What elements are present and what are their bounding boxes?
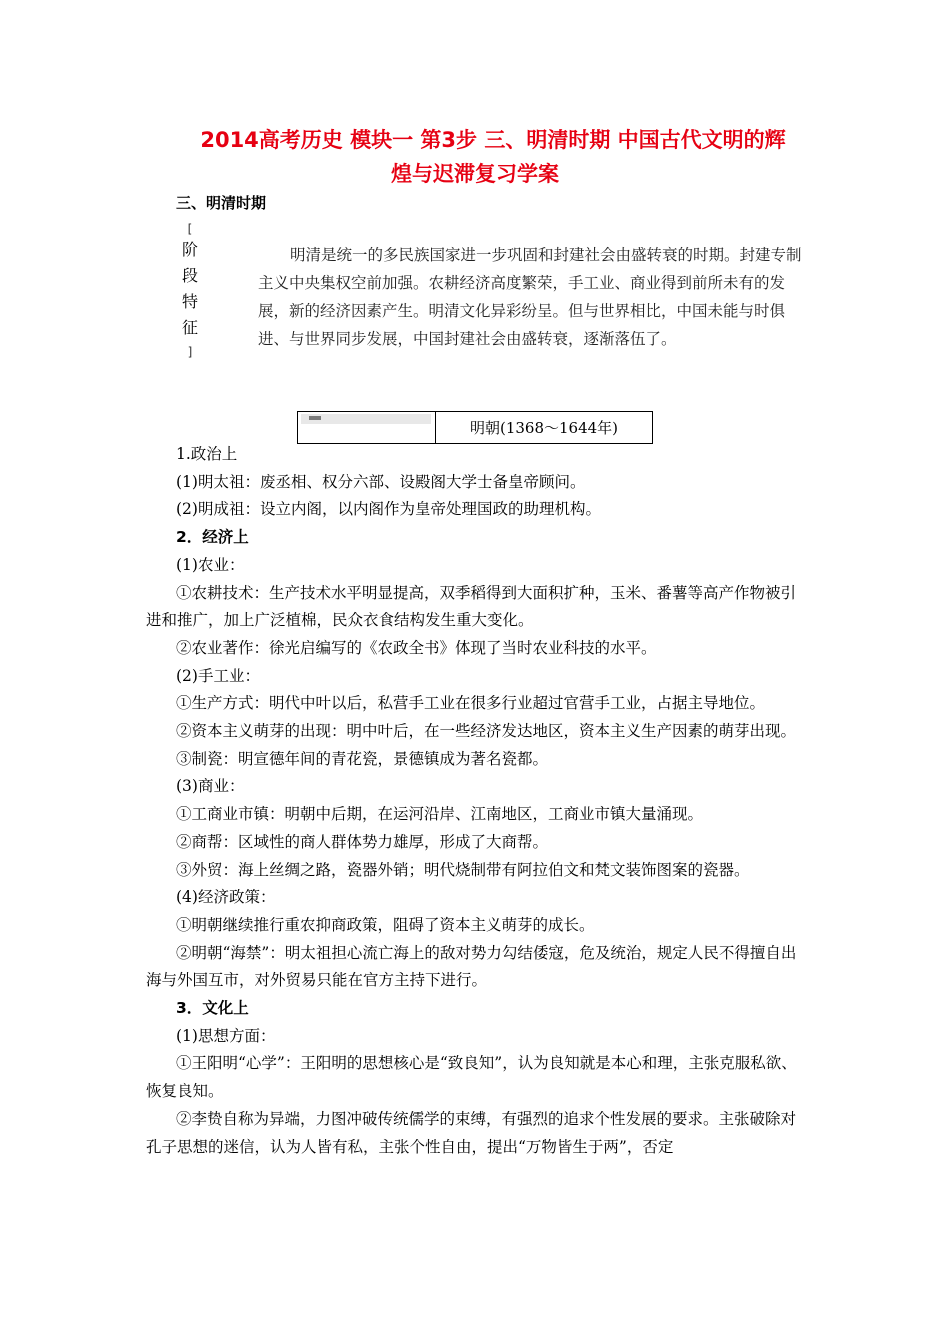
- body-paragraph: (2)手工业：: [176, 666, 260, 685]
- body-paragraph: 3．文化上: [176, 999, 249, 1018]
- document-title-line-2: 煌与迟滞复习学案: [391, 162, 559, 186]
- body-paragraph: (1)思想方面：: [176, 1026, 276, 1045]
- stage-label-close-bracket: ]: [187, 345, 193, 359]
- body-paragraph: ②明朝“海禁”：明太祖担心流亡海上的敌对势力勾结倭寇，危及统治，规定人民不得擅自出海与外国互市，对外贸易只能在官方主持下进行。: [146, 943, 797, 990]
- stage-label: [178, 218, 202, 360]
- body-paragraph: ③外贸：海上丝绸之路，瓷器外销；明代烧制带有阿拉伯文和梵文装饰图案的瓷器。: [176, 860, 750, 879]
- body-paragraph: ②资本主义萌芽的出现：明中叶后，在一些经济发达地区，资本主义生产因素的萌芽出现。: [176, 722, 797, 741]
- body-paragraph: ①明朝继续推行重农抑商政策，阻碍了资本主义萌芽的成长。: [176, 915, 595, 934]
- body-paragraph: (3)商业：: [176, 777, 245, 796]
- body-paragraph: 2．经济上: [176, 528, 249, 547]
- body-paragraph: ②农业著作：徐光启编写的《农政全书》体现了当时农业科技的水平。: [176, 638, 657, 657]
- body-paragraph: ②李贽自称为异端，力图冲破传统儒学的束缚，有强烈的追求个性发展的要求。主张破除对孔子思想的迷信，认为人皆有私，主张个性自由，提出“万物皆生于两”，否定: [146, 1109, 797, 1156]
- body-paragraph: ①农耕技术：生产技术水平明显提高，双季稻得到大面积扩种，玉米、番薯等高产作物被引进和推广，加上广泛植棉，民众衣食结构发生重大变化。: [146, 583, 797, 630]
- document-body: [146, 441, 810, 1161]
- body-paragraph: ①生产方式：明代中叶以后，私营手工业在很多行业超过官营手工业，占据主导地位。: [176, 694, 766, 713]
- stage-label-char: 特: [181, 292, 198, 311]
- table-image-placeholder: [301, 414, 431, 424]
- period-table-dynasty-cell: 明朝(1368～1644年): [436, 412, 653, 444]
- stage-label-open-bracket: [: [187, 222, 193, 236]
- stage-label-char: 段: [181, 266, 198, 285]
- period-table: [297, 411, 653, 444]
- body-paragraph: (2)明成祖：设立内阁，以内阁作为皇帝处理国政的助理机构。: [176, 500, 601, 519]
- body-paragraph: (1)明太祖：废丞相、权分六部、设殿阁大学士备皇帝顾问。: [176, 472, 586, 491]
- body-paragraph: (1)农业：: [176, 555, 245, 574]
- body-paragraph: ③制瓷：明宣德年间的青花瓷，景德镇成为著名瓷都。: [176, 749, 549, 768]
- body-paragraph: 1.政治上: [176, 445, 238, 463]
- document-title-line-1: 2014高考历史 模块一 第3步 三、明清时期 中国古代文明的辉: [200, 128, 786, 152]
- stage-characteristics-text: 明清是统一的多民族国家进一步巩固和封建社会由盛转衰的时期。封建专制主义中央集权空前加强。农耕经济高度繁荣，手工业、商业得到前所未有的发展，新的经济因素产生。明清文化异彩纷呈。但与世界相比，中国未能与时俱进、与世界同步发展，中国封建社会由盛转衰，逐渐落伍了。: [258, 246, 802, 348]
- stage-label-char: 阶: [181, 240, 198, 259]
- body-paragraph: ①王阳明“心学”：王阳明的思想核心是“致良知”，认为良知就是本心和理，主张克服私欲、恢复良知。: [146, 1054, 797, 1101]
- body-paragraph: (4)经济政策：: [176, 888, 276, 907]
- section-heading: 三、明清时期: [176, 194, 267, 212]
- period-table-left-cell: [298, 412, 436, 444]
- body-paragraph: ②商帮：区域性的商人群体势力雄厚，形成了大商帮。: [176, 832, 549, 851]
- body-paragraph: ①工商业市镇：明朝中后期，在运河沿岸、江南地区，工商业市镇大量涌现。: [176, 805, 704, 824]
- stage-label-char: 征: [181, 318, 198, 337]
